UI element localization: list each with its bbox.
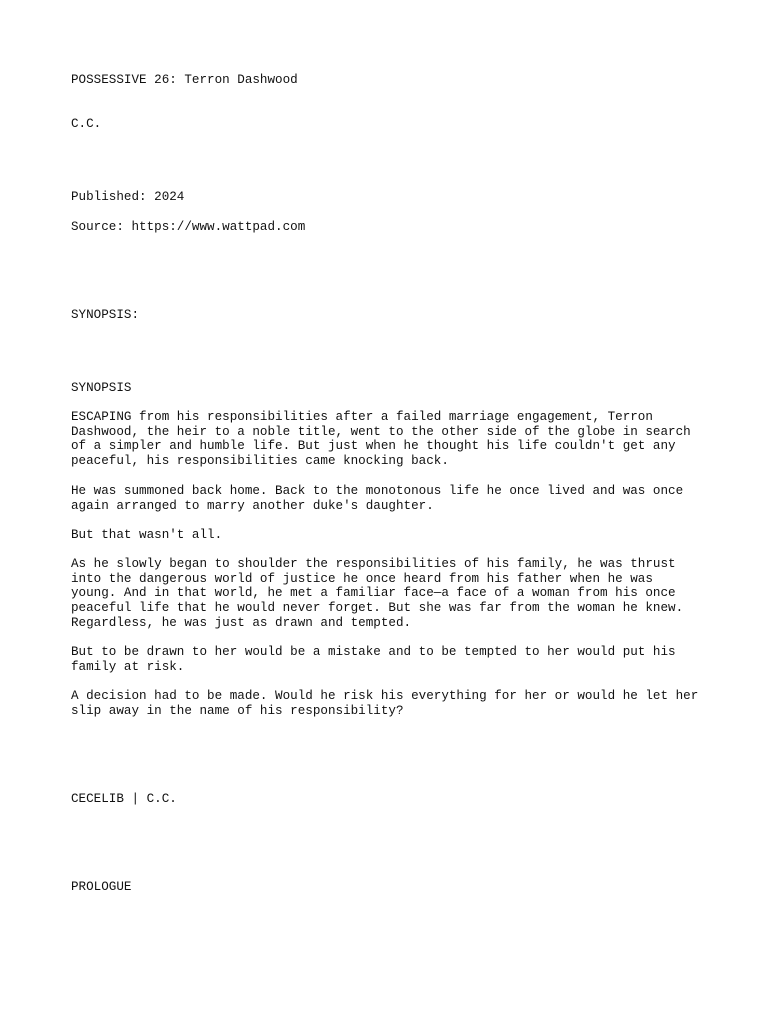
synopsis-heading-colon: SYNOPSIS: xyxy=(71,308,140,322)
prologue-heading: PROLOGUE xyxy=(71,880,132,894)
author-name: C.C. xyxy=(71,117,102,131)
synopsis-paragraph-3: But that wasn't all. xyxy=(71,528,223,542)
synopsis-paragraph-1: ESCAPING from his responsibilities after a failed marriage engagement, Terron Dashwood, the heir to a noble title, went to the other side of the globe in search of a simpler and humble life. But just when he thought his life couldn't get any peaceful, his responsibilities came knocking back. xyxy=(71,410,691,469)
source-line: Source: https://www.wattpad.com xyxy=(71,220,306,234)
synopsis-paragraph-5: But to be drawn to her would be a mistake and to be tempted to her would put his family at risk. xyxy=(71,645,676,674)
published-line: Published: 2024 xyxy=(71,190,185,204)
synopsis-paragraph-2: He was summoned back home. Back to the monotonous life he once lived and was once again arranged to marry another duke's daughter. xyxy=(71,484,684,513)
author-signature: CECELIB | C.C. xyxy=(71,792,177,806)
synopsis-paragraph-6: A decision had to be made. Would he risk his everything for her or would he let her slip away in the name of his responsibility? xyxy=(71,689,699,718)
synopsis-paragraph-4: As he slowly began to shoulder the responsibilities of his family, he was thrust into the dangerous world of justice he once heard from his father when he was young. And in that world, he met a familiar face—a face of a woman from his once peaceful life that he would never forget. But she was far from the woman he knew. Regardless, he was just as drawn and tempted. xyxy=(71,557,684,630)
book-title: POSSESSIVE 26: Terron Dashwood xyxy=(71,73,298,87)
synopsis-heading: SYNOPSIS xyxy=(71,381,132,395)
